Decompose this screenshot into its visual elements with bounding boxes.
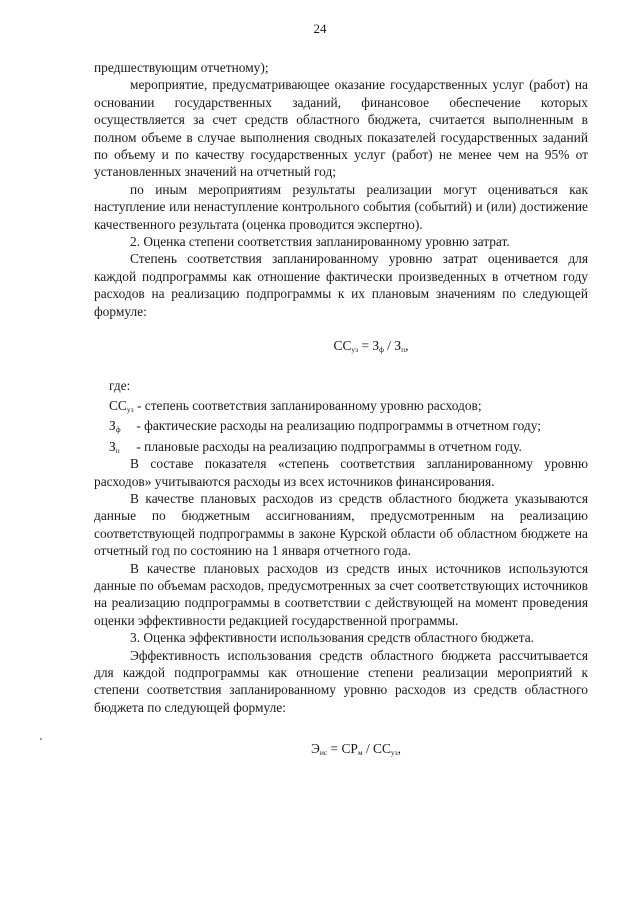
- formula-term: З: [394, 338, 402, 354]
- symbol-main: З: [109, 438, 116, 454]
- formula-comma: ,: [405, 338, 409, 354]
- symbol-subscript: п: [115, 445, 120, 455]
- where-label: где:: [109, 377, 131, 393]
- definition-text: - фактические расходы на реализацию подпрограммы в отчетном году;: [136, 418, 541, 434]
- formula-subscript: ис: [319, 748, 328, 758]
- formula-subscript: м: [357, 748, 363, 758]
- paragraph: Эффективность использования средств областного бюджета рассчитывается для каждой подпрограммы как отношение степени реализации мероприятий к степени соответствия запланированному уровню расходов из средств областного бюджета по следующей формуле:: [94, 647, 588, 715]
- symbol-main: СС: [109, 397, 127, 413]
- paragraph: В составе показателя «степень соответствия запланированному уровню расходов» учитываются расходы из всех источников финансирования.: [94, 456, 588, 489]
- page-number: 24: [313, 21, 327, 36]
- definition-zp: [94, 438, 588, 455]
- symbol-main: З: [109, 418, 116, 434]
- symbol: [94, 417, 133, 434]
- formula-lhs: Э: [311, 741, 320, 757]
- formula-term: З: [372, 338, 380, 354]
- formula-term: СС: [373, 741, 391, 757]
- symbol-subscript: уз: [126, 404, 134, 414]
- definition-text: - степень соответствия запланированному уровню расходов;: [136, 397, 482, 413]
- symbol: [94, 438, 133, 455]
- definition-text: - плановые расходы на реализацию подпрограммы в отчетном году.: [136, 438, 522, 454]
- document-body: [94, 59, 588, 758]
- section-heading: 3. Оценка эффективности использования средств областного бюджета.: [130, 630, 535, 646]
- symbol: [94, 397, 134, 414]
- scan-speck: [40, 738, 42, 740]
- paragraph: Степень соответствия запланированному уровню затрат оценивается для каждой подпрограммы как отношение фактически произведенных в отчетном году расходов на реализацию подпрограммы к их плановым значениям по следующей формуле:: [94, 251, 588, 319]
- formula-equals: =: [358, 338, 373, 354]
- formula-subscript: ф: [379, 345, 384, 355]
- formula-subscript: уз: [351, 345, 359, 355]
- formula-term: СР: [341, 741, 358, 757]
- formula-comma: ,: [397, 741, 401, 757]
- formula-operator: /: [362, 741, 374, 757]
- formula-subscript: уз: [390, 748, 398, 758]
- paragraph: предшествующим отчетному);: [94, 60, 269, 75]
- paragraph: мероприятие, предусматривающее оказание государственных услуг (работ) на основании государственных заданий, финансовое обеспечение которых осуществляется за счет средств областного бюджета, считается выполненным в полном объеме в случае выполнения сводных показателей государственных заданий по объему и по качеству государственных услуг (работ) не менее чем на 95% от установленных значений на отчетный год;: [94, 77, 588, 180]
- formula-budget-efficiency: [94, 740, 588, 757]
- formula-subscript: п: [401, 345, 406, 355]
- formula-equals: =: [327, 741, 342, 757]
- paragraph: по иным мероприятиям результаты реализации могут оцениваться как наступление или ненаступление контрольного события (событий) и (или) достижение качественного результата (оценка проводится экспертно).: [94, 181, 588, 232]
- symbol-subscript: ф: [115, 425, 121, 435]
- definition-ss: [94, 397, 588, 414]
- definition-zf: [94, 417, 588, 434]
- section-heading: 2. Оценка степени соответствия запланированному уровню затрат.: [130, 234, 510, 250]
- formula-cost-compliance: [94, 337, 588, 354]
- paragraph: В качестве плановых расходов из средств областного бюджета указываются данные по бюджетным ассигнованиям, предусмотренным на реализацию соответствующей подпрограммы в законе Курской области об областном бюджете на отчетный год по состоянию на 1 января отчетного года.: [94, 490, 588, 559]
- formula-lhs: СС: [333, 338, 352, 354]
- paragraph: В качестве плановых расходов из средств иных источников используются данные по объемам расходов, предусмотренных за счет соответствующих источников на реализацию подпрограммы в соответствии с действующей на момент проведения оценки эффективности редакцией государственной программы.: [94, 560, 588, 628]
- formula-operator: /: [383, 338, 395, 354]
